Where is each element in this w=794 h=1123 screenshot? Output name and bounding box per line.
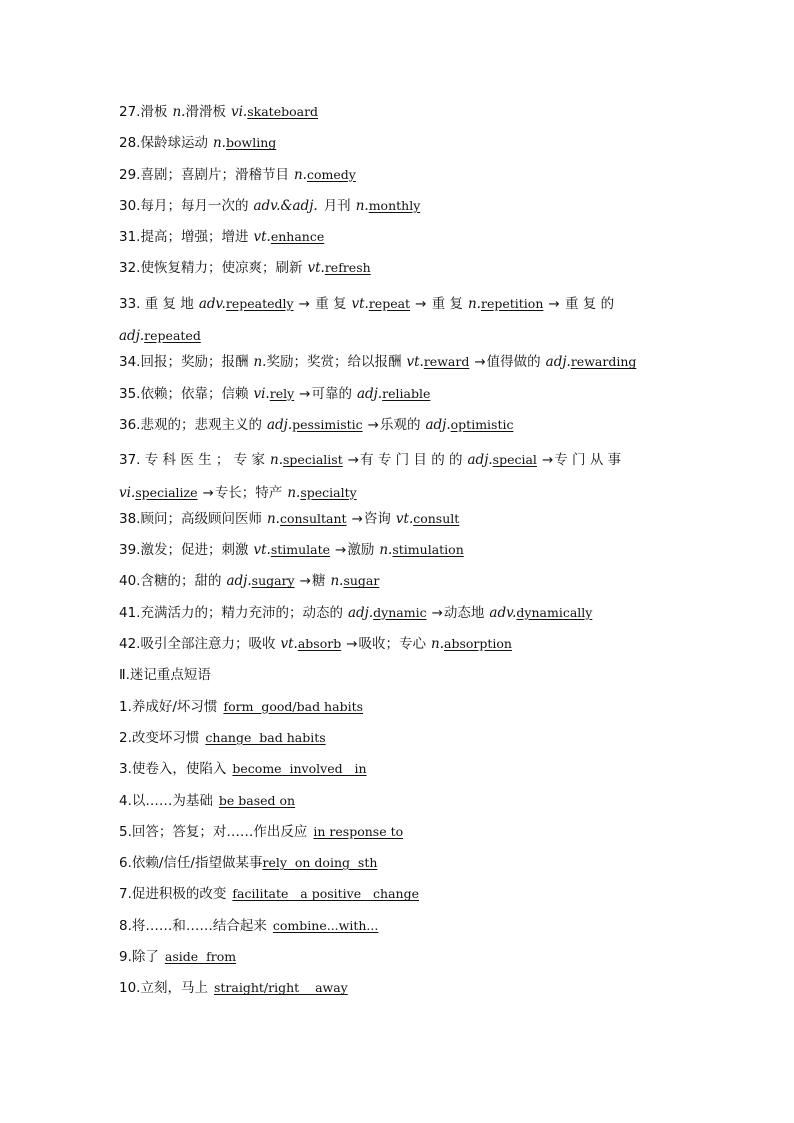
list-item: 10.立刻，马上 straight/right away	[119, 976, 679, 1007]
list-item: 6.依赖/信任/指望做某事rely on doing sth	[119, 851, 679, 882]
answer: repeat	[368, 295, 411, 311]
answer: repeated	[144, 328, 201, 344]
answer: skateboard	[247, 104, 319, 119]
answer: stimulation	[392, 542, 464, 558]
list-item: 7.促进积极的改变 facilitate a positive change	[119, 882, 679, 913]
answer: dynamic	[373, 604, 427, 620]
answer: become involved in	[232, 761, 367, 777]
answer: pessimistic	[292, 416, 363, 432]
answer: combine...with...	[272, 917, 379, 933]
list-item: 41.充满活力的；精力充沛的；动态的 adj.dynamic →动态地 adv.dynamically	[119, 601, 679, 632]
answer: special	[492, 452, 537, 468]
answer: absorb	[297, 636, 342, 652]
list-item: 38.顾问；高级顾问医师 n.consultant →咨询 vt.consult	[119, 507, 679, 538]
answer: specialize	[135, 484, 198, 500]
answer: bowling	[225, 135, 277, 151]
answer: repetition	[480, 295, 544, 311]
list-item: 5.回答；答复；对……作出反应 in response to	[119, 820, 679, 851]
list-item: 9.除了 aside from	[119, 945, 679, 976]
list-item: 1.养成好/坏习惯 form good/bad habits	[119, 695, 679, 726]
list-item: 34.回报；奖励；报酬 n.奖励；奖赏；给以报酬 vt.reward →值得做的 adj.rewarding	[119, 350, 679, 381]
answer: refresh	[324, 260, 371, 276]
answer: rely on doing sth	[262, 855, 378, 871]
list-item: 42.吸引全部注意力；吸收 vt.absorb →吸收；专心 n.absorption	[119, 632, 679, 663]
answer: enhance	[270, 229, 325, 245]
list-item: 3.使卷入，使陷入 become involved in	[119, 757, 679, 788]
answer: reward	[423, 354, 470, 370]
answer: facilitate a positive change	[232, 886, 419, 902]
answer: optimistic	[450, 416, 514, 432]
list-item: 2.改变坏习惯 change bad habits	[119, 726, 679, 757]
list-item: 31.提高；增强；增进 vt.enhance	[119, 225, 679, 256]
answer: rely	[269, 385, 295, 401]
list-item: 32.使恢复精力；使凉爽；刷新 vt.refresh	[119, 256, 679, 287]
answer: be based on	[218, 792, 296, 808]
answer: consult	[413, 510, 460, 526]
answer: reliable	[382, 385, 431, 401]
answer: dynamically	[516, 604, 593, 620]
section-heading: Ⅱ.迷记重点短语	[119, 667, 211, 684]
answer: absorption	[444, 636, 512, 652]
answer: repeatedly	[225, 295, 294, 311]
answer: form good/bad habits	[223, 698, 364, 714]
answer: comedy	[306, 166, 356, 182]
list-item: 40.含糖的；甜的 adj.sugary →糖 n.sugar	[119, 569, 679, 600]
answer: monthly	[368, 197, 421, 213]
answer: change bad habits	[205, 729, 326, 745]
vocabulary-list	[119, 100, 679, 1008]
list-item: 30.每月；每月一次的 adv.&adj. 月刊 n.monthly	[119, 194, 679, 225]
list-item: 39.激发；促进；刺激 vt.stimulate →激励 n.stimulation	[119, 538, 679, 569]
answer: stimulate	[270, 542, 331, 558]
list-item: 36.悲观的；悲观主义的 adj.pessimistic →乐观的 adj.optimistic	[119, 413, 679, 444]
list-item: 28.保龄球运动 n.bowling	[119, 131, 679, 162]
answer: rewarding	[570, 354, 637, 370]
answer: aside from	[164, 949, 237, 965]
list-item: 35.依赖；依靠；信赖 vi.rely →可靠的 adj.reliable	[119, 382, 679, 413]
list-item: 4.以……为基础 be based on	[119, 789, 679, 820]
list-item: 27.滑板 n.滑滑板 vi.skateboard	[119, 100, 679, 131]
answer: specialist	[283, 452, 343, 468]
answer: in response to	[313, 823, 404, 839]
list-item: 29.喜剧；喜剧片；滑稽节目 n.comedy	[119, 163, 679, 194]
answer: sugary	[251, 573, 295, 589]
answer: consultant	[279, 510, 347, 526]
answer: straight/right away	[213, 980, 348, 996]
list-item: 37. 专 科 医 生 ； 专 家 n.specialist →有 专 门 目 的 的 adj.special →专 门 从 事 vi.specialize →专长；特产 n.specialty	[119, 452, 622, 501]
answer: sugar	[343, 573, 380, 589]
answer: specialty	[300, 484, 357, 500]
list-item: 8.将……和……结合起来 combine...with...	[119, 914, 679, 945]
list-item: 33. 重 复 地 adv.repeatedly → 重 复 vt.repeat → 重 复 n.repetition → 重 复 的 adj.repeated	[119, 295, 615, 345]
